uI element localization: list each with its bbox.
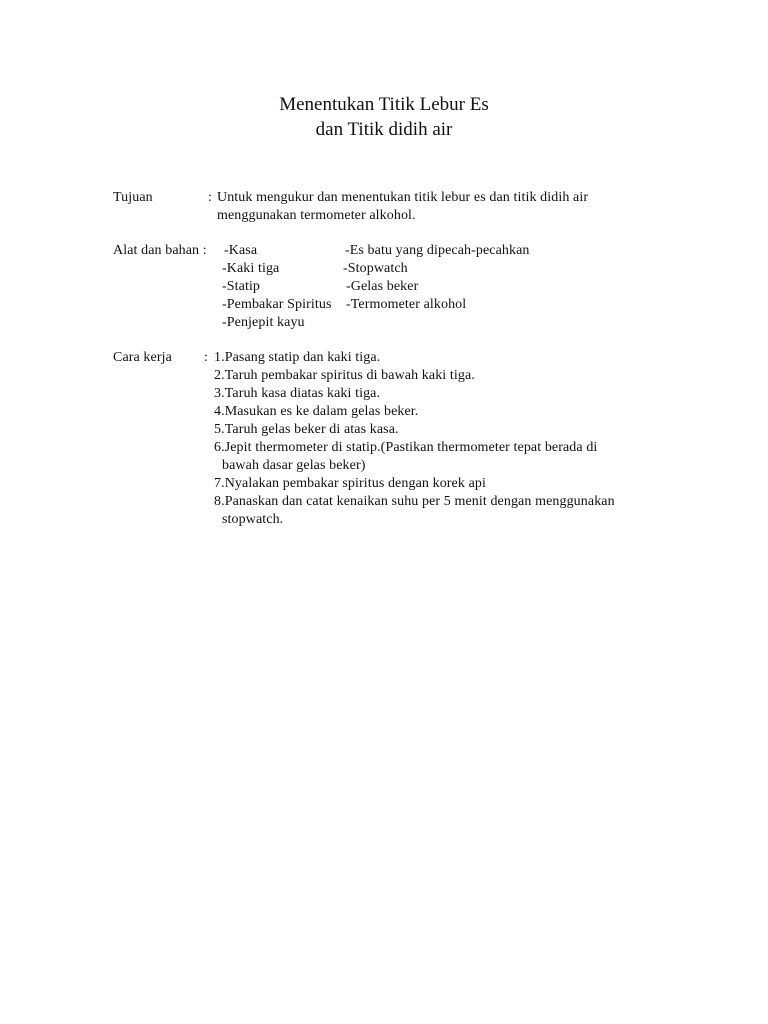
cara-step: 3.Taruh kasa diatas kaki tiga.: [214, 386, 381, 401]
cara-step: 4.Masukan es ke dalam gelas beker.: [214, 404, 419, 419]
document-subtitle: dan Titik didih air: [315, 119, 453, 140]
bahan-item: -Termometer alkohol: [346, 297, 467, 312]
alat-item: -Statip: [222, 279, 261, 294]
alat-item: -Penjepit kayu: [222, 315, 305, 330]
cara-step: 2.Taruh pembakar spiritus di bawah kaki tiga.: [214, 368, 475, 383]
bahan-item: -Gelas beker: [346, 279, 419, 294]
tujuan-colon: :: [208, 190, 212, 205]
cara-step: 1.Pasang statip dan kaki tiga.: [214, 350, 381, 365]
alat-label: Alat dan bahan :: [113, 243, 207, 258]
cara-colon: :: [204, 350, 208, 365]
tujuan-label: Tujuan: [113, 190, 153, 205]
cara-label: Cara kerja: [113, 350, 172, 365]
cara-step-continuation: bawah dasar gelas beker): [222, 458, 366, 473]
cara-step: 5.Taruh gelas beker di atas kasa.: [214, 422, 399, 437]
cara-step: 8.Panaskan dan catat kenaikan suhu per 5 menit dengan menggunakan: [214, 494, 615, 509]
alat-item: -Kaki tiga: [222, 261, 280, 276]
document-title: Menentukan Titik Lebur Es: [279, 94, 489, 115]
bahan-item: -Es batu yang dipecah-pecahkan: [345, 243, 530, 258]
alat-item: -Pembakar Spiritus: [222, 297, 332, 312]
cara-step-continuation: stopwatch.: [222, 512, 284, 527]
alat-item: -Kasa: [224, 243, 258, 258]
cara-step: 6.Jepit thermometer di statip.(Pastikan thermometer tepat berada di: [214, 440, 598, 455]
tujuan-text-line2: menggunakan termometer alkohol.: [217, 208, 416, 223]
tujuan-text-line1: Untuk mengukur dan menentukan titik lebur es dan titik didih air: [217, 190, 589, 205]
bahan-item: -Stopwatch: [343, 261, 408, 276]
cara-step: 7.Nyalakan pembakar spiritus dengan korek api: [214, 476, 486, 491]
